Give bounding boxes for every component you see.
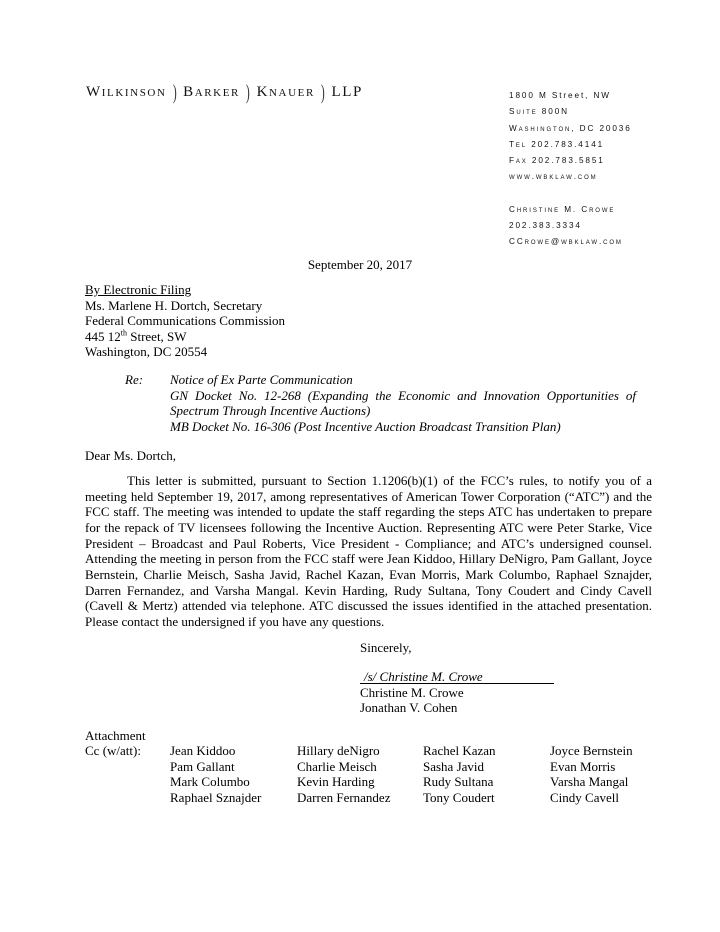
cc-recipient: Jean Kiddoo [170,743,236,758]
firm-name-4: LLP [331,84,363,100]
cc-column [423,743,496,805]
cc-recipient: Evan Morris [550,758,616,774]
contact-name: Christine M. Crowe [509,204,616,214]
logo-separator: ) [320,80,326,104]
contact-phone: 202.383.3334 [509,221,582,231]
letterhead-address [509,88,632,251]
firm-logo [86,80,363,105]
signer-name: Jonathan V. Cohen [360,700,458,716]
cc-column [297,743,390,805]
cc-label: Cc (w/att): [85,743,141,758]
address-suite: Suite 800N [509,107,569,117]
firm-name-1: Wilkinson [86,84,167,100]
cc-recipient: Joyce Bernstein [550,743,633,758]
addressee-city: Washington, DC 20554 [85,344,208,360]
addressee-org: Federal Communications Commission [85,313,286,329]
letter-date: September 20, 2017 [307,257,413,272]
cc-recipient: Tony Coudert [423,789,495,805]
re-line: GN Docket No. 12-268 (Expanding the Economic and Innovation Opportunities of [170,387,636,403]
cc-recipient: Cindy Cavell [550,789,619,805]
cc-recipient: Varsha Mangal [550,774,629,790]
cc-column [170,743,261,805]
closing-sincerely: Sincerely, [360,640,412,655]
cc-recipient: Raphael Sznajder [170,789,262,805]
salutation: Dear Ms. Dortch, [85,448,176,463]
attachment-note: Attachment [85,728,146,743]
firm-name-3: Knauer [256,84,315,100]
address-web: www.wbklaw.com [509,172,598,182]
cc-recipient: Charlie Meisch [297,758,377,774]
contact-email: CCrowe@wbklaw.com [509,237,623,247]
delivery-method: By Electronic Filing [85,282,192,297]
addressee-block [85,282,285,360]
address-fax: Fax 202.783.5851 [509,156,605,166]
re-lines [170,372,636,434]
cc-recipient: Pam Gallant [170,758,235,774]
address-street: 1800 M Street, NW [509,91,611,100]
cc-recipient: Mark Columbo [170,774,250,790]
re-label: Re: [125,372,144,387]
re-line: MB Docket No. 16-306 (Post Incentive Auction Broadcast Transition Plan) [170,418,561,434]
address-city: Washington, DC 20036 [509,123,632,133]
cc-recipient: Hillary deNigro [297,743,380,758]
addressee-street: 445 12th Street, SW [85,328,187,344]
addressee-name: Ms. Marlene H. Dortch, Secretary [85,297,263,313]
address-tel: Tel 202.783.4141 [509,139,605,149]
cc-column [550,743,633,805]
cc-recipient: Rachel Kazan [423,743,496,758]
letter-body: This letter is submitted, pursuant to Section 1.1206(b)(1) of the FCC’s rules, to notify you of a meeting held September 19, 2017, among representatives of American Tower Corporation (“ATC”) and the FCC staff. The meeting was intended to update the staff regarding the steps ATC has undertaken to prepare for the repack of TV licensees following the Incentive Auction. Representing ATC were Peter Starke, Vice President – Broadcast and Paul Roberts, Vice President - Compliance; and ATC’s undersigned counsel. Attending the meeting in person from the FCC staff were Jean Kiddoo, Hillary DeNigro, Pam Gallant, Joyce Bernstein, Charlie Meisch, Sasha Javid, Rachel Kazan, Evan Morris, Mark Columbo, Raphael Sznajder, Darren Fernandez, and Varsha Mangal. Kevin Harding, Rudy Sultana, Tony Coudert and Cindy Cavell (Cavell & Mertz) attended via telephone. ATC discussed the issues identified in the attached presentation. Please contact the undersigned if you have any questions. [85,473,652,629]
firm-name-2: Barker [183,84,240,100]
cc-recipient: Kevin Harding [297,774,375,790]
logo-separator: ) [172,80,178,104]
signature-block [360,669,554,716]
cc-recipient: Rudy Sultana [423,774,494,790]
cc-recipient: Sasha Javid [423,758,485,774]
logo-separator: ) [245,80,251,104]
re-line: Spectrum Through Incentive Auctions) [170,403,371,419]
signer-name: Christine M. Crowe [360,684,464,700]
re-line: Notice of Ex Parte Communication [170,372,353,387]
cc-recipient: Darren Fernandez [297,789,391,805]
signature: /s/ Christine M. Crowe [360,670,554,684]
